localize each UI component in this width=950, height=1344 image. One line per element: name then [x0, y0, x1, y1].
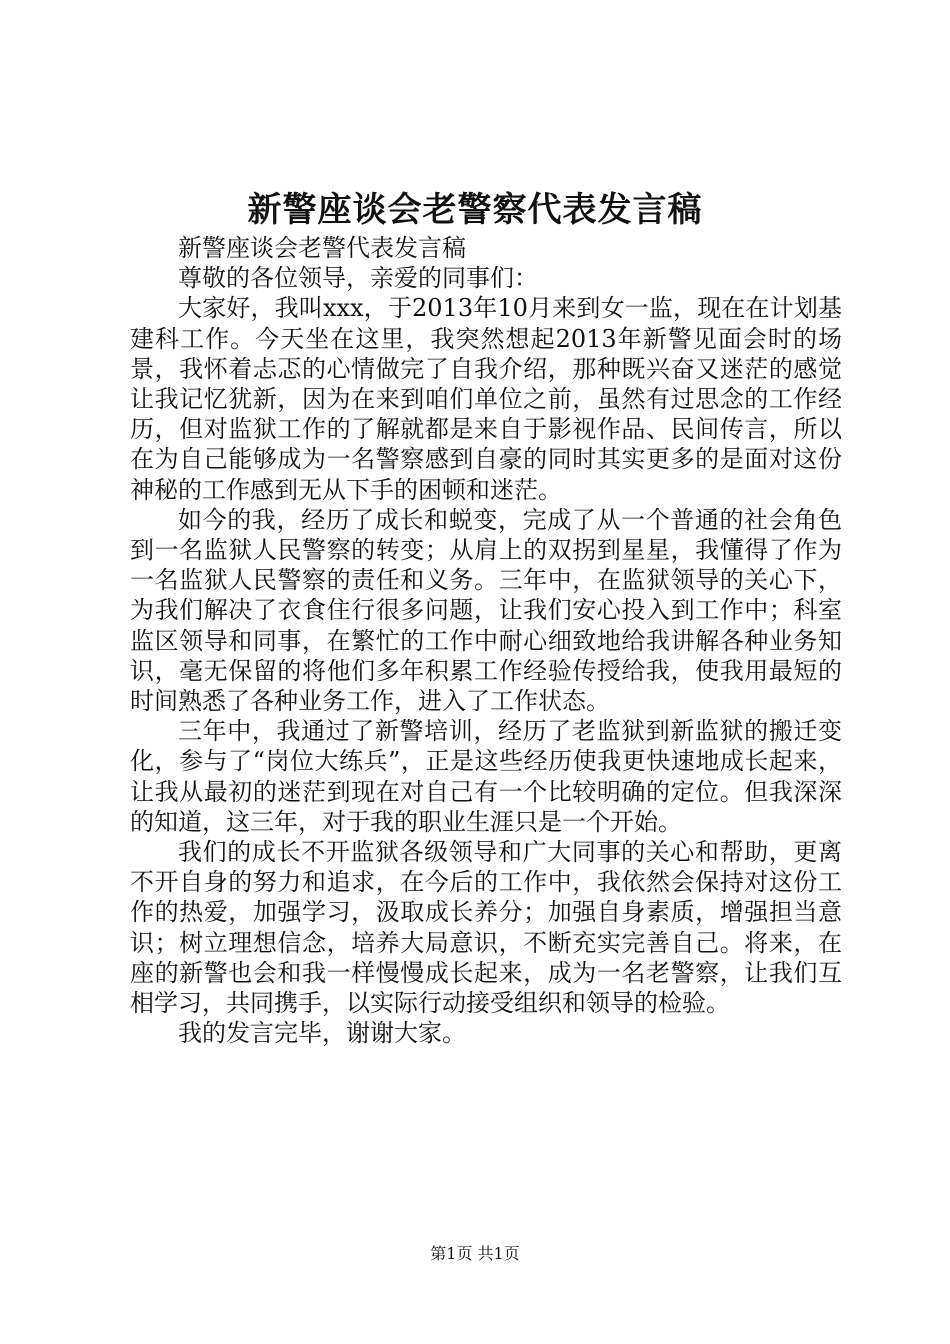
document-body — [130, 233, 842, 1048]
paragraph-closing: 我的发言完毕，谢谢大家。 — [178, 1019, 466, 1048]
page-footer: 第1页 共1页 — [430, 1244, 520, 1263]
document-subtitle: 新警座谈会老警代表发言稿 — [178, 234, 466, 262]
paragraph-future: 我们的成长不开监狱各级领导和广大同事的关心和帮助，更离不开自身的努力和追求，在今后的工作中，我依然会保持对这份工作的热爱，加强学习，汲取成长养分；加强自身素质，增强担当意识；树立理想信念，培养大局意识，不断充实完善自己。将来，在座的新警也会和我一样慢慢成长起来，成为一名老警察，让我们互相学习，共同携手，以实际行动接受组织和领导的检验。 — [130, 838, 842, 1018]
paragraph-intro: 大家好，我叫xxx，于2013年10月来到女一监，现在在计划基建科工作。今天坐在这里，我突然想起2013年新警见面会时的场景，我怀着忐忑的心情做完了自我介绍，那种既兴奋又迷茫的感觉让我记忆犹新，因为在来到咱们单位之前，虽然有过思念的工作经历，但对监狱工作的了解就都是来自于影视作品、民间传言，所以在为自己能够成为一名警察感到自豪的同时其实更多的是面对这份神秘的工作感到无从下手的困顿和迷茫。 — [130, 294, 842, 504]
paragraph-three-years: 三年中，我通过了新警培训，经历了老监狱到新监狱的搬迁变化，参与了“岗位大练兵”，正是这些经历使我更快速地成长起来，让我从最初的迷茫到现在对自己有一个比较明确的定位。但我深深的知道，这三年，对于我的职业生涯只是一个开始。 — [130, 717, 842, 836]
greeting-line: 尊敬的各位领导，亲爱的同事们： — [178, 264, 538, 293]
document-title: 新警座谈会老警察代表发言稿 — [247, 190, 703, 230]
paragraph-growth: 如今的我，经历了成长和蜕变，完成了从一个普通的社会角色到一名监狱人民警察的转变；从肩上的双拐到星星，我懂得了作为一名监狱人民警察的责任和义务。三年中，在监狱领导的关心下，为我们解决了衣食住行很多问题，让我们安心投入到工作中；科室监区领导和同事，在繁忙的工作中耐心细致地给我讲解各种业务知识，毫无保留的将他们多年积累工作经验传授给我，使我用最短的时间熟悉了各种业务工作，进入了工作状态。 — [130, 505, 842, 716]
